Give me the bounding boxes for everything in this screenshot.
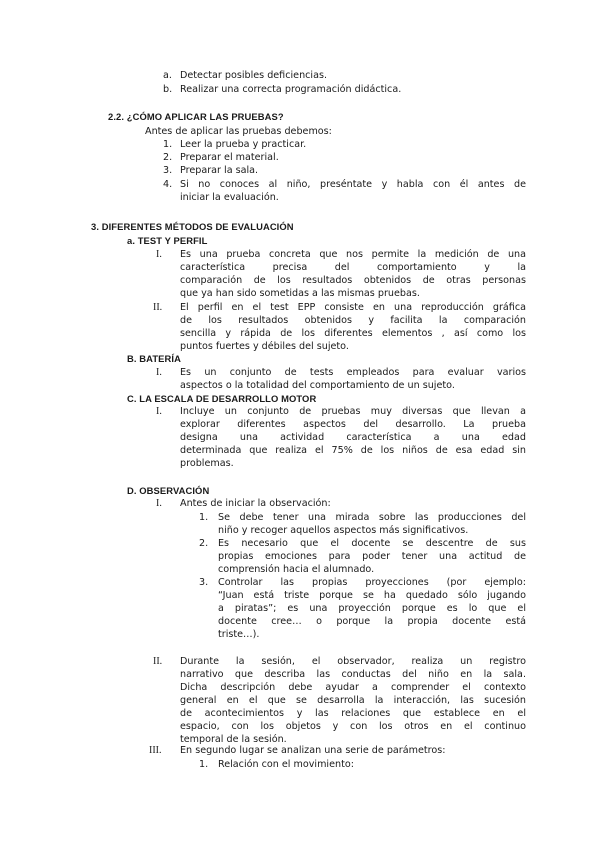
paragraph-line: En segundo lugar se analizan una serie de parámetros: <box>180 745 446 756</box>
list-item: Preparar el material. <box>180 152 279 163</box>
list-item-line: Es necesario que el docente se descentre de sus <box>218 538 526 549</box>
list-marker: 3. <box>163 165 173 176</box>
paragraph: Antes de aplicar las pruebas debemos: <box>145 126 332 137</box>
paragraph-line: explorar diferentes aspectos del desarrollo. La prueba <box>180 419 526 430</box>
list-item-line: iniciar la evaluación. <box>180 192 279 203</box>
list-item-line: niño y recoger aquellos aspectos más significativos. <box>218 525 469 536</box>
roman-marker: I. <box>156 406 162 417</box>
list-marker: a. <box>163 70 172 81</box>
subsection-heading: B. BATERÍA <box>127 353 181 364</box>
list-item-line: comprensión hacia el alumnado. <box>218 564 375 575</box>
paragraph-line: determinada que realiza el 75% de los niños de esa edad sin <box>180 445 526 456</box>
paragraph-line: El perfil en el test EPP consiste en una reproducción gráfica <box>180 302 526 313</box>
list-marker: 2. <box>199 538 209 549</box>
roman-marker: I. <box>156 498 162 509</box>
roman-marker: I. <box>156 249 162 260</box>
roman-marker: I. <box>156 367 162 378</box>
list-item: Detectar posibles deficiencias. <box>180 70 328 81</box>
paragraph-line: puntos fuertes y débiles del sujeto. <box>180 341 349 352</box>
list-marker: 1. <box>163 139 173 150</box>
paragraph-line: que ya han sido sometidas a las mismas pruebas. <box>180 288 420 299</box>
paragraph-line: narrativo que describa las conductas del niño en la sala. <box>180 669 526 680</box>
list-marker: 4. <box>163 179 173 190</box>
list-marker: 3. <box>199 577 209 588</box>
list-item-line: triste…). <box>218 629 260 640</box>
paragraph-line: Es un conjunto de tests empleados para evaluar varios <box>180 367 526 378</box>
paragraph-line: general en el que se desarrolla la interacción, las sucesión <box>180 695 526 706</box>
list-item-line: Se debe tener una mirada sobre las producciones del <box>218 512 526 523</box>
subsection-heading: C. LA ESCALA DE DESARROLLO MOTOR <box>127 393 317 404</box>
paragraph-line: aspectos o la totalidad del comportamiento de un sujeto. <box>180 380 455 391</box>
list-item-line: docente cree… o porque la propia docente está <box>218 616 526 627</box>
list-item-line: Controlar las propias proyecciones (por ejemplo: <box>218 577 526 588</box>
subsection-heading: a. TEST Y PERFIL <box>127 235 208 246</box>
list-marker: b. <box>163 84 173 95</box>
paragraph-line: sencilla y rápida de los diferentes elementos , así como los <box>180 328 526 339</box>
list-marker: 1. <box>199 512 209 523</box>
paragraph-line: problemas. <box>180 458 234 469</box>
list-marker: 1. <box>199 759 209 770</box>
list-item-line: Si no conoces al niño, preséntate y habla con él antes de <box>180 179 526 190</box>
list-item: Realizar una correcta programación didáctica. <box>180 84 402 95</box>
list-item-line: “Juan está triste porque se ha quedado sólo jugando <box>218 590 526 601</box>
section-heading: 3. DIFERENTES MÉTODOS DE EVALUACIÓN <box>91 221 294 232</box>
list-item: Leer la prueba y practicar. <box>180 139 307 150</box>
paragraph-line: Dicha descripción debe ayudar a comprender el contexto <box>180 682 526 693</box>
list-item: Preparar la sala. <box>180 165 259 176</box>
paragraph-line: de los resultados obtenidos y facilita la comparación <box>180 315 526 326</box>
roman-marker: III. <box>149 745 162 756</box>
subsection-heading: D. OBSERVACIÓN <box>127 485 210 496</box>
paragraph-line: Antes de iniciar la observación: <box>180 498 331 509</box>
roman-marker: II. <box>153 302 163 313</box>
list-item-line: a piratas”; es una proyección porque es lo que el <box>218 603 526 614</box>
paragraph-line: Durante la sesión, el observador, realiza un registro <box>180 656 526 667</box>
section-heading: 2.2. ¿CÓMO APLICAR LAS PRUEBAS? <box>108 111 284 122</box>
paragraph-line: Es una prueba concreta que nos permite la medición de una <box>180 249 526 260</box>
paragraph-line: comparación de los resultados obtenidos de otras personas <box>180 275 526 286</box>
paragraph-line: característica precisa del comportamiento y la <box>180 262 526 273</box>
list-item-line: propias emociones para poder tener una actitud de <box>218 551 526 562</box>
paragraph-line: de acontecimientos y las relaciones que establece en el <box>180 708 526 719</box>
paragraph-line: temporal de la sesión. <box>180 734 287 745</box>
roman-marker: II. <box>153 656 163 667</box>
paragraph-line: designa una actividad característica a una edad <box>180 432 526 443</box>
paragraph-line: Incluye un conjunto de pruebas muy diversas que llevan a <box>180 406 526 417</box>
list-marker: 2. <box>163 152 173 163</box>
list-item: Relación con el movimiento: <box>218 759 354 770</box>
paragraph-line: espacio, con los objetos y con los otros en el continuo <box>180 721 526 732</box>
